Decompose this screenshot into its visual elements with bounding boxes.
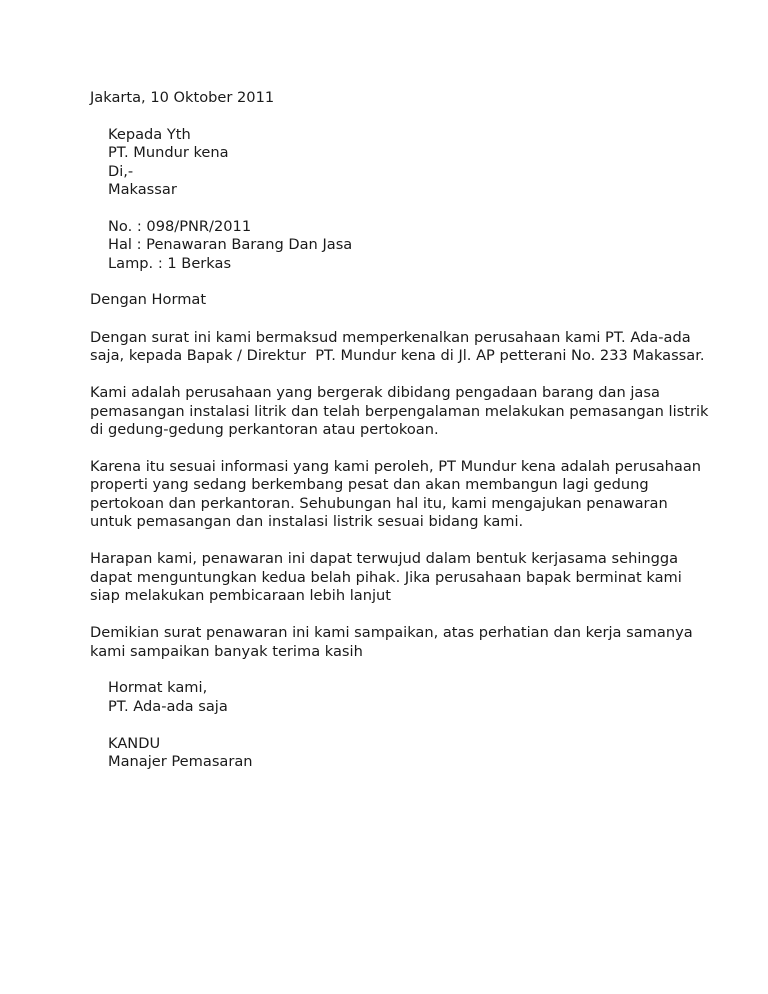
recipient-line: Kepada Yth xyxy=(108,126,191,143)
paragraph-line: Dengan surat ini kami bermaksud memperkenalkan perusahaan kami PT. Ada-ada xyxy=(90,329,691,346)
recipient-line: Di,- xyxy=(108,163,134,180)
paragraph-line: properti yang sedang berkembang pesat dan akan membangun lagi gedung xyxy=(90,476,649,493)
reference-number: No. : 098/PNR/2011 xyxy=(108,218,252,235)
paragraph-line: Harapan kami, penawaran ini dapat terwujud dalam bentuk kerjasama sehingga xyxy=(90,550,679,567)
paragraph-line: siap melakukan pembicaraan lebih lanjut xyxy=(90,587,392,604)
paragraph-line: Kami adalah perusahaan yang bergerak dibidang pengadaan barang dan jasa xyxy=(90,384,660,401)
recipient-line: PT. Mundur kena xyxy=(108,144,229,161)
signatory-title: Manajer Pemasaran xyxy=(108,753,253,770)
paragraph-line: dapat menguntungkan kedua belah pihak. Jika perusahaan bapak berminat kami xyxy=(90,569,682,586)
paragraph-line: pemasangan instalasi litrik dan telah berpengalaman melakukan pemasangan listrik xyxy=(90,403,709,420)
signatory-name: KANDU xyxy=(108,735,161,752)
paragraph-line: untuk pemasangan dan instalasi listrik sesuai bidang kami. xyxy=(90,513,524,530)
paragraph-line: di gedung-gedung perkantoran atau pertokoan. xyxy=(90,421,439,438)
reference-attachment: Lamp. : 1 Berkas xyxy=(108,255,232,272)
paragraph-line: pertokoan dan perkantoran. Sehubungan hal itu, kami mengajukan penawaran xyxy=(90,495,668,512)
recipient-line: Makassar xyxy=(108,181,177,198)
closing-company: PT. Ada-ada saja xyxy=(108,698,228,715)
salutation: Dengan Hormat xyxy=(90,291,207,308)
paragraph-line: Demikian surat penawaran ini kami sampaikan, atas perhatian dan kerja samanya xyxy=(90,624,693,641)
reference-subject: Hal : Penawaran Barang Dan Jasa xyxy=(108,236,353,253)
paragraph-line: saja, kepada Bapak / Direktur PT. Mundur kena di Jl. AP petterani No. 233 Makassar. xyxy=(90,347,705,364)
closing-greeting: Hormat kami, xyxy=(108,679,208,696)
place-date: Jakarta, 10 Oktober 2011 xyxy=(90,89,275,106)
paragraph-line: kami sampaikan banyak terima kasih xyxy=(90,643,363,660)
paragraph-line: Karena itu sesuai informasi yang kami peroleh, PT Mundur kena adalah perusahaan xyxy=(90,458,702,475)
